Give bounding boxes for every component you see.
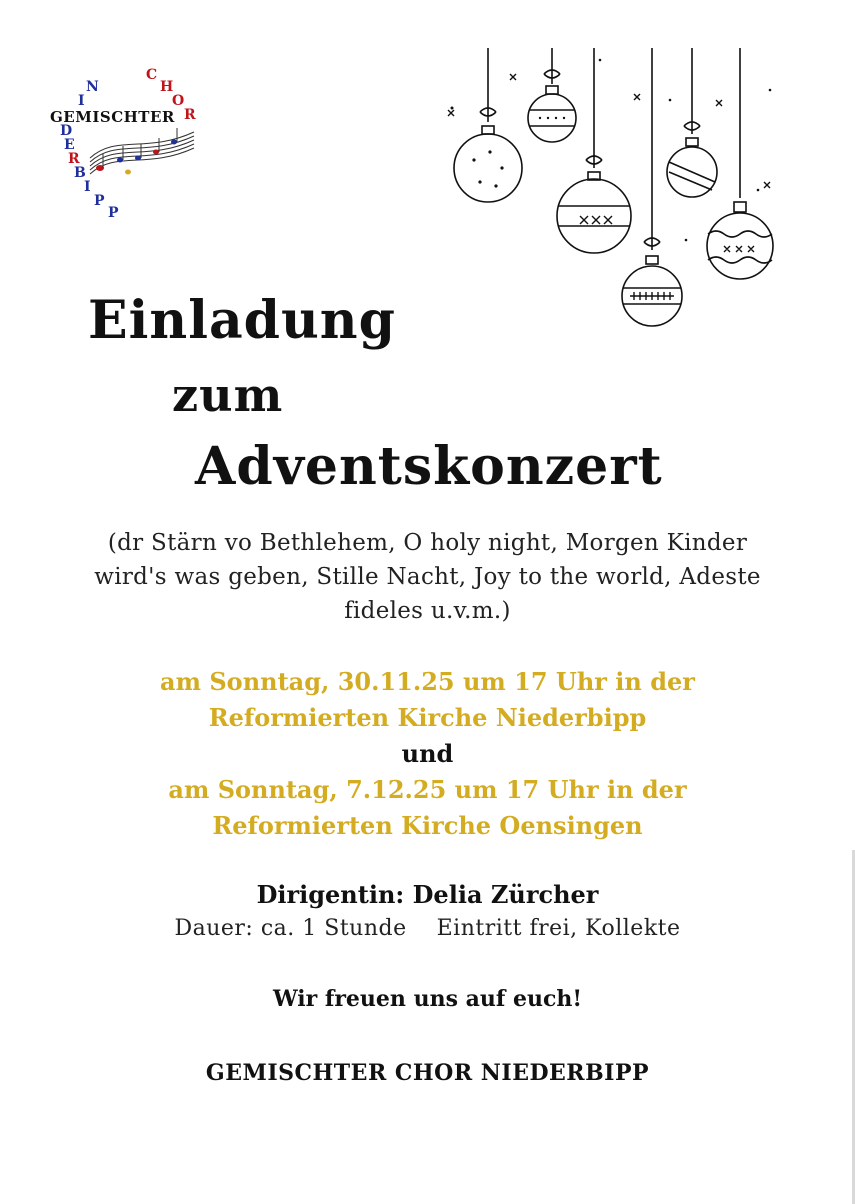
title-zum: zum bbox=[172, 368, 284, 422]
logo-main-word: GEMISCHTER bbox=[50, 108, 175, 126]
logo-letter: I bbox=[78, 93, 85, 109]
concert-1-venue: Reformierten Kirche Niederbipp bbox=[208, 703, 647, 732]
concert-2-venue: Reformierten Kirche Oensingen bbox=[212, 811, 643, 840]
choir-signature: GEMISCHTER CHOR NIEDERBIPP bbox=[205, 1060, 650, 1086]
title-adventskonzert: Adventskonzert bbox=[195, 436, 663, 497]
song-list-line: wird's was geben, Stille Nacht, Joy to the world, Adeste bbox=[94, 564, 761, 590]
conductor: Dirigentin: Delia Zürcher bbox=[256, 880, 599, 909]
choir-logo bbox=[48, 62, 208, 227]
logo-letter: P bbox=[94, 193, 105, 209]
song-list-line: fideles u.v.m.) bbox=[344, 598, 511, 624]
concert-2-date: am Sonntag, 7.12.25 um 17 Uhr in der bbox=[168, 775, 687, 804]
music-staff-icon bbox=[86, 124, 198, 186]
concert-info bbox=[0, 916, 855, 941]
logo-letter: C bbox=[146, 67, 158, 83]
greeting: Wir freuen uns auf euch! bbox=[272, 986, 583, 1012]
logo-letter: R bbox=[68, 151, 80, 167]
logo-letter: I bbox=[84, 179, 91, 195]
concert-connector: und bbox=[401, 739, 454, 768]
song-list bbox=[50, 526, 805, 628]
logo-letter: P bbox=[108, 205, 119, 221]
logo-letter: E bbox=[64, 137, 75, 153]
title-einladung: Einladung bbox=[88, 290, 396, 351]
duration-text: Dauer: ca. 1 Stunde bbox=[174, 916, 407, 941]
concert-dates bbox=[0, 664, 855, 844]
song-list-line: (dr Stärn vo Bethlehem, O holy night, Morgen Kinder bbox=[107, 530, 748, 556]
logo-letter: B bbox=[74, 165, 86, 181]
logo-letter: D bbox=[60, 123, 73, 139]
logo-letter: O bbox=[172, 93, 185, 109]
logo-letter: N bbox=[86, 79, 99, 95]
concert-1-date: am Sonntag, 30.11.25 um 17 Uhr in der bbox=[160, 667, 695, 696]
logo-letter: R bbox=[184, 107, 196, 123]
logo-letter: H bbox=[160, 79, 174, 95]
christmas-ornaments-illustration bbox=[440, 40, 790, 340]
entry-text: Eintritt frei, Kollekte bbox=[436, 916, 681, 941]
